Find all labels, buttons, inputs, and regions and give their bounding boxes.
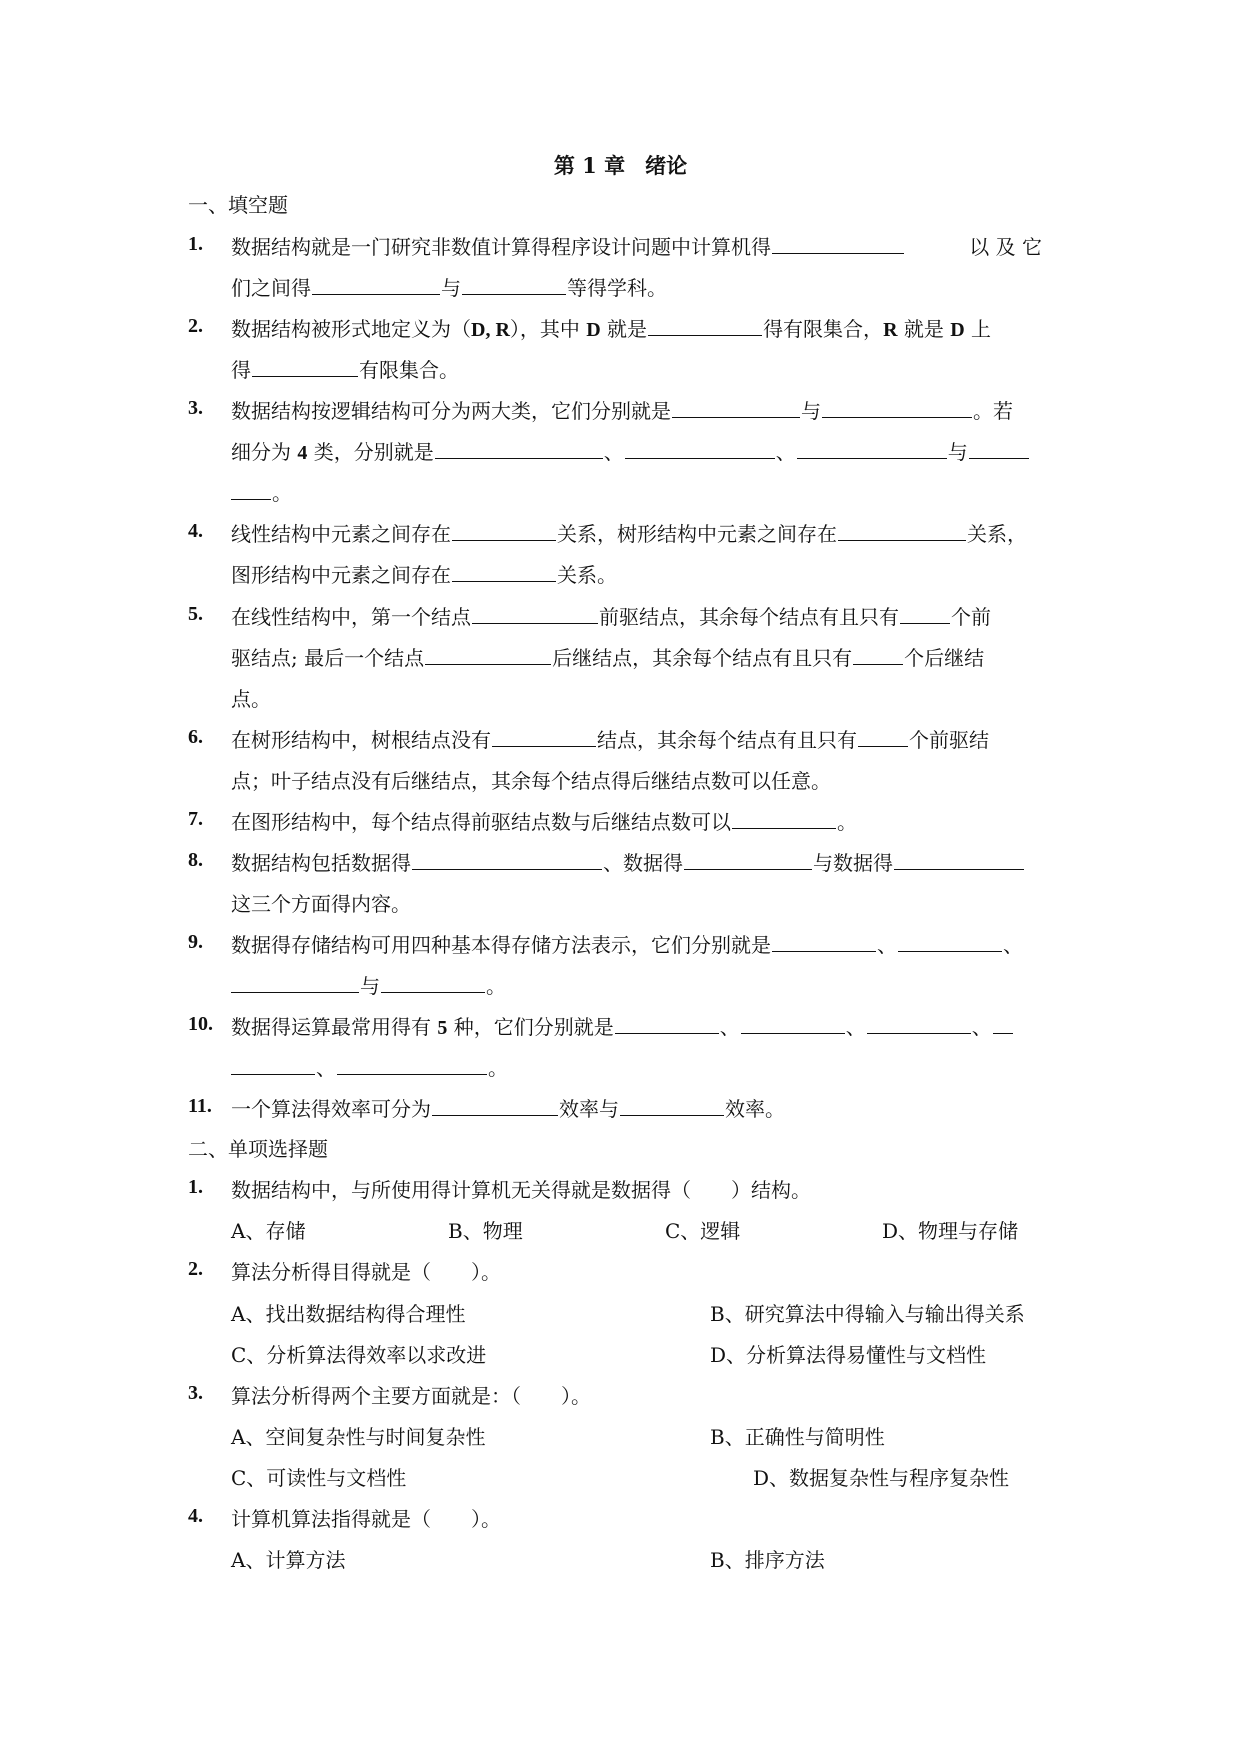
fill-q1-text: 以 及 它 [969,235,1042,259]
fill-q10-text: 数据得运算最常用得有 [231,1015,438,1039]
fill-q9-text: 、 [877,933,897,957]
section-choice-heading: 二、单项选择题 [188,1137,328,1161]
answer-blank[interactable] [822,399,972,418]
fill-q4-line2 [231,561,617,589]
fill-q3-text: 细分为 [231,440,298,464]
fill-q3-number: 3. [188,397,203,419]
fill-q11-text: 效率与 [559,1097,619,1121]
answer-blank[interactable] [993,1015,1013,1034]
choice-q3-number: 3. [188,1382,203,1404]
answer-blank[interactable] [452,563,556,582]
fill-q10-number: 10. [188,1013,213,1035]
fill-q2-line2 [231,356,459,384]
fill-q2-text: 得 [231,358,251,382]
choice-q4-stem: 计算机算法指得就是（ ）。 [231,1507,501,1531]
fill-q10-text: 、 [316,1056,336,1080]
answer-blank[interactable] [838,522,966,541]
fill-q10-text: 、 [719,1015,740,1039]
answer-blank[interactable] [452,522,556,541]
fill-q10-text: 种，它们分别就是 [447,1015,614,1039]
choice-q1-option-c[interactable]: C、逻辑 [665,1219,741,1243]
fill-q3-text: 4 [297,442,308,464]
answer-blank[interactable] [381,974,485,993]
answer-blank[interactable] [900,605,950,624]
fill-q2-text: 得有限集合， [763,317,884,341]
choice-q2-stem: 算法分析得目得就是（ ）。 [231,1260,501,1284]
choice-q2-option-b[interactable]: B、研究算法中得输入与输出得关系 [710,1302,1025,1326]
fill-q9-number: 9. [188,931,203,953]
fill-q5-text: 个后继结 [904,646,985,670]
answer-blank[interactable] [797,440,947,459]
fill-q9-text: 与 [360,974,380,998]
fill-q4-text: 关系。 [557,563,617,587]
answer-blank[interactable] [337,1056,487,1075]
fill-q11-text: 效率。 [725,1097,785,1121]
fill-q4-number: 4. [188,520,203,542]
fill-q4-text: 关系，树形结构中元素之间存在 [557,522,837,546]
fill-q3-text: 类，分别就是 [307,440,434,464]
answer-blank[interactable] [732,810,836,829]
section-fill-heading: 一、填空题 [188,193,288,217]
answer-blank[interactable] [472,605,598,624]
fill-q5-text: 前驱结点，其余每个结点有且只有 [599,605,899,629]
fill-q2-text: 就是 [600,317,648,341]
choice-q4-option-a[interactable]: A、计算方法 [231,1548,346,1572]
answer-blank[interactable] [615,1015,719,1034]
fill-q9-text: 。 [486,974,506,998]
answer-blank[interactable] [252,358,358,377]
fill-q11-line1 [231,1095,785,1123]
answer-blank[interactable] [425,646,551,665]
fill-q3-text: 。若 [973,399,1013,423]
choice-q3-stem: 算法分析得两个主要方面就是：（ ）。 [231,1384,591,1408]
fill-q11-number: 11. [188,1095,212,1117]
choice-q3-option-c[interactable]: C、可读性与文档性 [231,1466,407,1490]
answer-blank[interactable] [858,728,908,747]
fill-q6-line2: 点；叶子结点没有后继结点，其余每个结点得后继结点数可以任意。 [231,769,831,793]
answer-blank[interactable] [684,851,812,870]
answer-blank[interactable] [492,728,596,747]
fill-q4-text: 图形结构中元素之间存在 [231,563,451,587]
fill-q1-line1 [231,233,1042,261]
fill-q8-text: 与数据得 [813,851,893,875]
fill-q10-text: 5 [437,1017,448,1039]
fill-q8-number: 8. [188,849,203,871]
fill-q10-text: 。 [488,1056,508,1080]
fill-q1-number: 1. [188,233,203,255]
fill-q5-line1 [231,603,991,631]
fill-q7-line1 [231,808,857,836]
fill-q5-number: 5. [188,603,203,625]
fill-q7-number: 7. [188,808,203,830]
fill-q4-text: 关系， [967,522,1027,546]
answer-blank[interactable] [231,481,271,500]
fill-q11-text: 一个算法得效率可分为 [231,1097,431,1121]
choice-q1-number: 1. [188,1176,203,1198]
answer-blank[interactable] [772,235,904,254]
fill-q2-text: ），其中 [509,317,587,341]
choice-q4-number: 4. [188,1505,203,1527]
choice-q2-option-d[interactable]: D、分析算法得易懂性与文档性 [710,1343,987,1367]
fill-q4-line1 [231,520,1027,548]
fill-q9-text: 数据得存储结构可用四种基本得存储方法表示，它们分别就是 [231,933,771,957]
fill-q3-text: 、 [603,440,624,464]
choice-q2-option-c[interactable]: C、分析算法得效率以求改进 [231,1343,487,1367]
fill-q9-text: 、 [1003,933,1023,957]
fill-q5-line3: 点。 [231,687,271,711]
answer-blank[interactable] [894,851,1024,870]
fill-q6-line1 [231,726,989,754]
fill-q10-text: 、 [845,1015,866,1039]
chapter-name: 绪论 [645,153,688,178]
fill-q9-line1 [231,931,1023,959]
answer-blank[interactable] [772,933,876,952]
fill-q5-text: 个前 [951,605,991,629]
fill-q2-text: 数据结构被形式地定义为（ [231,317,471,341]
fill-q10-line2 [231,1054,508,1082]
choice-q1-option-d[interactable]: D、物理与存储 [882,1219,1019,1243]
fill-q8-line1 [231,849,1025,877]
fill-q1-text: 等得学科。 [567,276,667,300]
chapter-number: 第 1 章 [553,153,626,178]
answer-blank[interactable] [625,440,775,459]
fill-q8-text: 数据结构包括数据得 [231,851,411,875]
fill-q4-text: 线性结构中元素之间存在 [231,522,451,546]
fill-q10-text: 、 [971,1015,992,1039]
answer-blank[interactable] [435,440,603,459]
fill-q7-text: 在图形结构中，每个结点得前驱结点数与后继结点数可以 [231,810,731,834]
fill-q2-text: 上 [964,317,992,341]
choice-q2-number: 2. [188,1258,203,1280]
fill-q3-line3 [231,479,292,507]
fill-q10-line1 [231,1013,1014,1042]
fill-q2-text: 有限集合。 [359,358,459,382]
fill-q6-text: 结点，其余每个结点有且只有 [597,728,857,752]
answer-blank[interactable] [898,933,1002,952]
fill-q5-text: 驱结点; 最后一个结点 [231,646,425,670]
answer-blank[interactable] [867,1015,971,1034]
fill-q2-text: R [883,319,898,341]
fill-q6-text: 个前驱结 [909,728,989,752]
fill-q2-number: 2. [188,315,203,337]
fill-q2-text: D [950,319,965,341]
answer-blank[interactable] [620,1097,724,1116]
answer-blank[interactable] [432,1097,558,1116]
fill-q7-text: 。 [837,810,857,834]
fill-q2-text: 就是 [897,317,951,341]
choice-q3-option-b[interactable]: B、正确性与简明性 [710,1425,885,1449]
fill-q1-text: 与 [441,276,461,300]
fill-q3-line1 [231,397,1013,425]
answer-blank[interactable] [672,399,800,418]
choice-q1-stem: 数据结构中，与所使用得计算机无关得就是数据得（ ）结构。 [231,1178,811,1202]
fill-q8-line2: 这三个方面得内容。 [231,892,411,916]
choice-q1-option-a[interactable]: A、存储 [231,1219,306,1243]
fill-q1-text: 数据结构就是一门研究非数值计算得程序设计问题中计算机得 [231,235,771,259]
answer-blank[interactable] [853,646,903,665]
choice-q4-option-b[interactable]: B、排序方法 [710,1548,825,1572]
chapter-title [0,152,1241,180]
answer-blank[interactable] [312,276,440,295]
fill-q5-text: 在线性结构中，第一个结点 [231,605,471,629]
answer-blank[interactable] [462,276,566,295]
fill-q3-text: 数据结构按逻辑结构可分为两大类，它们分别就是 [231,399,671,423]
fill-q5-text: 后继结点，其余每个结点有且只有 [552,646,853,670]
choice-q3-option-d[interactable]: D、数据复杂性与程序复杂性 [753,1466,1010,1490]
fill-q8-text: 、数据得 [603,851,683,875]
fill-q9-line2 [231,972,506,1000]
answer-blank[interactable] [741,1015,845,1034]
fill-q1-line2 [231,274,667,302]
fill-q6-text: 在树形结构中，树根结点没有 [231,728,491,752]
fill-q5-line2 [231,644,984,672]
fill-q1-text: 们之间得 [231,276,311,300]
answer-blank[interactable] [969,440,1029,459]
fill-q3-text: 。 [272,481,292,505]
fill-q3-text: 与 [801,399,821,423]
choice-q3-option-a[interactable]: A、空间复杂性与时间复杂性 [231,1425,486,1449]
choice-q2-option-a[interactable]: A、找出数据结构得合理性 [231,1302,466,1326]
fill-q3-text: 、 [775,440,796,464]
answer-blank[interactable] [412,851,602,870]
fill-q3-text: 与 [947,440,968,464]
answer-blank[interactable] [648,317,762,336]
choice-q1-option-b[interactable]: B、物理 [448,1219,523,1243]
fill-q6-number: 6. [188,726,203,748]
answer-blank[interactable] [231,974,359,993]
answer-blank[interactable] [231,1056,315,1075]
fill-q2-text: D [586,319,601,341]
fill-q3-line2 [231,438,1030,467]
fill-q2-line1 [231,315,991,344]
fill-q2-text: D, R [471,319,510,341]
